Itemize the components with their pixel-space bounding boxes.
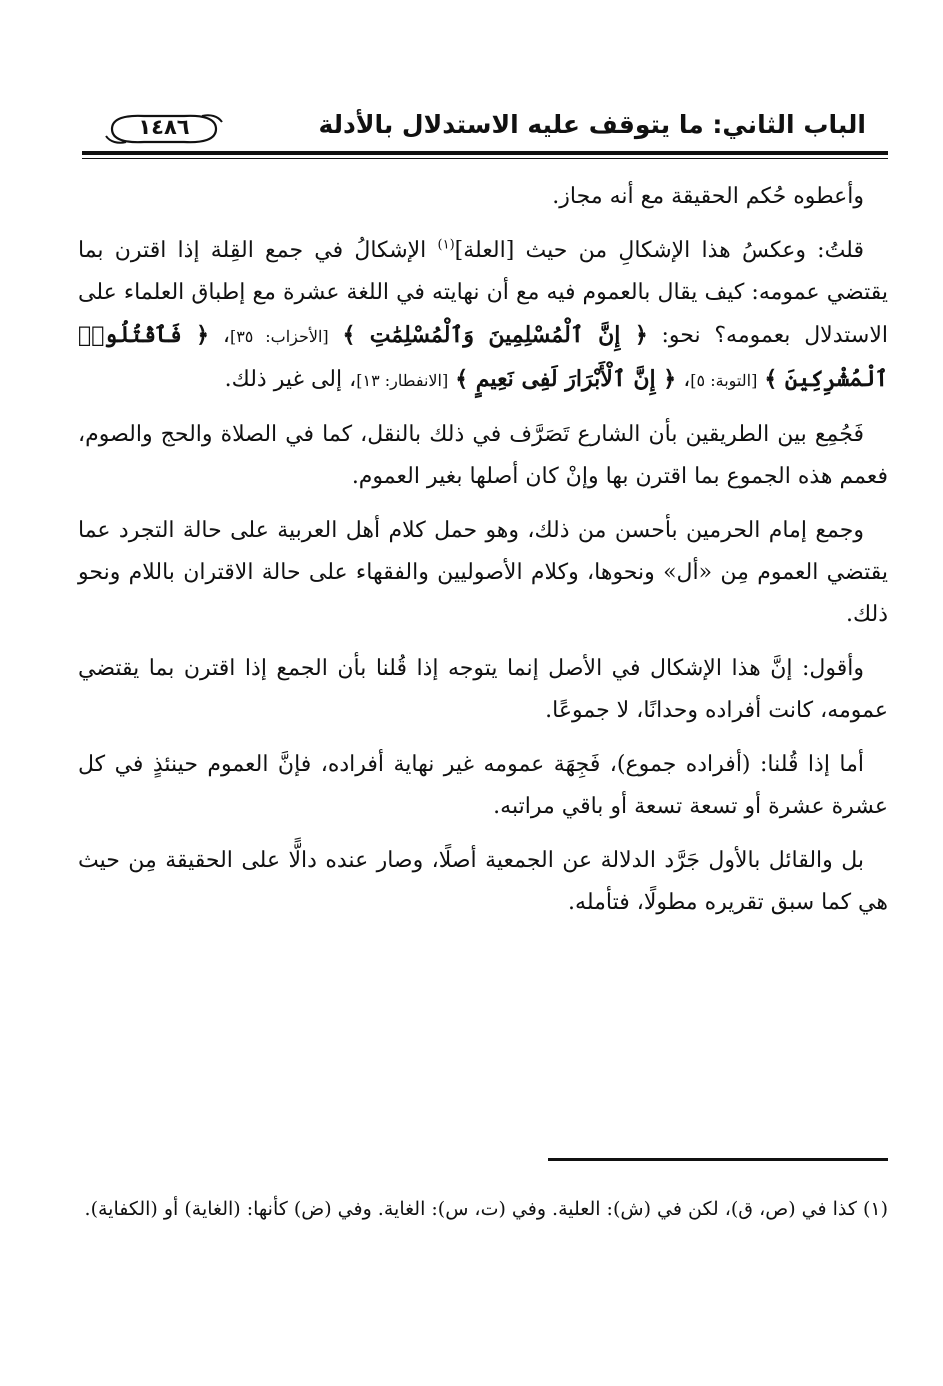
verse-ref-3: [الانفطار: ١٣] [356,371,449,390]
paragraph-2-ending: ، إلى غير ذلك. [224,367,357,392]
paragraph-7: بل والقائل بالأول جَرَّد الدلالة عن الجمعية أصلًا، وصار عنده دالًّا على الحقيقة مِن حيث هي كما سبق تقريره مطولًا، فتأمله. [78,848,888,915]
verse-ref-2: [التوبة: ٥] [690,371,758,390]
quran-verse-1: ﴿ إِنَّ ٱلْمُسْلِمِينَ وَٱلْمُسْلِمَٰتِ ﴾ [342,322,648,348]
page-number: ١٤٨٦ [138,115,190,139]
paragraph-2: قلتُ: وعكسُ هذا الإشكالِ من حيث [العلة]$^{(١)}$ الإشكالُ في جمع القِلة إذا اقترن بما يقتضي عمومه: كيف يقال بالعموم فيه مع أن نهايته في اللغة عشرة مع إطباق العلماء على الاستدلال بعمومه؟ نحو: ﴿ إِنَّ ٱلْمُسْلِمِينَ وَٱلْمُسْلِمَٰتِ ﴾ [الأحزاب: ٣٥]، ﴿ فَٱقْتُلُوا۟ ٱلْمُشْرِكِينَ ﴾ [التوبة: ٥]، ﴿ إِنَّ ٱلْأَبْرَارَ لَفِى نَعِيمٍ ﴾ [الانفطار: ١٣]، إلى غير ذلك. [78,237,889,392]
body-text [78,176,888,936]
paragraph-1: وأعطوه حُكم الحقيقة مع أنه مجاز. [552,184,864,209]
paragraph-5: وأقول: إنَّ هذا الإشكال في الأصل إنما يتوجه إذا قُلنا بأن الجمع إذا اقترن بما يقتضي عمومه، كانت أفراده وحدانًا، لا جموعًا. [78,656,888,723]
paragraph-4: وجمع إمام الحرمين بأحسن من ذلك، وهو حمل كلام أهل العربية على حالة التجرد عما يقتضي العموم مِن «أل» ونحوها، وكلام الأصوليين والفقهاء على حالة الاقتران باللام ونحو ذلك. [78,518,888,627]
paragraph-3: فَجُمِع بين الطريقين بأن الشارع تَصَرَّف في ذلك بالنقل، كما في الصلاة والحج والصوم، فعمم هذه الجموع بما اقترن بها وإنْ كان أصلها بغير العموم. [78,422,888,489]
page-header [82,108,866,148]
footnotes [78,1188,888,1230]
quran-verse-3: ﴿ إِنَّ ٱلْأَبْرَارَ لَفِى نَعِيمٍ ﴾ [455,366,677,392]
page-number-badge [104,112,224,146]
footnote-ref-1: (١) [437,237,455,253]
paragraph-2-text: الإشكالُ في جمع القِلة إذا اقترن بما يقتضي عمومه: كيف يقال بالعموم فيه مع أن نهايته في اللغة عشرة مع إطباق العلماء على الاستدلال بعمومه؟ نحو: [78,238,889,348]
quran-verse-2: ﴿ فَٱقْتُلُوا۟ ٱلْمُشْرِكِينَ ﴾ [78,322,888,392]
verse-ref-1: [الأحزاب: ٣٥] [229,327,329,346]
paragraph-2-lead: قلتُ: وعكسُ هذا الإشكالِ من حيث [العلة] [454,238,864,263]
paragraph-6: أما إذا قُلنا: (أفراده جموع)، فَجِهَة عمومه غير نهاية أفراده، فإنَّ العموم حينئذٍ في كل عشرة عشرة أو تسعة تسعة أو باقي مراتبه. [78,752,888,819]
header-rule-thin [82,158,888,159]
running-title: الباب الثاني: ما يتوقف عليه الاستدلال بالأدلة [318,110,866,139]
footnote-1: (١) كذا في (ص، ق)، لكن في (ش): العلية. وفي (ت، س): الغاية. وفي (ض) كأنها: (الغاية) أو (الكفاية). [84,1198,888,1220]
footnote-separator [548,1158,888,1161]
header-rule-thick [82,151,888,155]
